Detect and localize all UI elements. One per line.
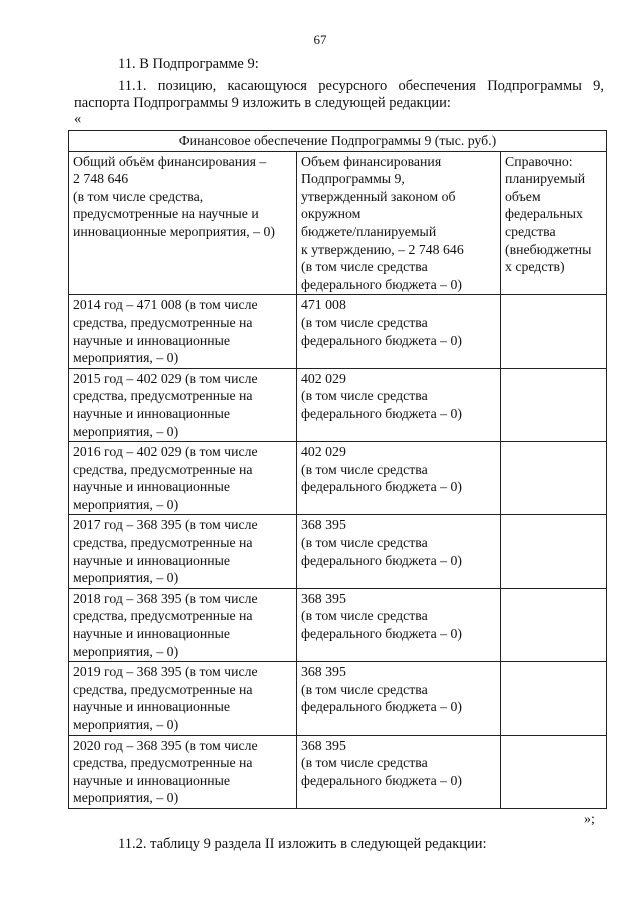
table-row <box>69 442 607 515</box>
year-approved-cell: 368 395 (в том числе средства федерального бюджета – 0) <box>297 662 501 735</box>
table-row <box>69 662 607 735</box>
approved-financing-cell: Объем финансирования Подпрограммы 9, утвержденный законом об окружном бюджете/планируемый к утверждению, – 2 748 646 (в том числе средства федерального бюджета – 0) <box>297 151 501 295</box>
opening-quote: « <box>74 111 82 127</box>
year-approved-cell: 402 029 (в том числе средства федерального бюджета – 0) <box>297 368 501 441</box>
table-row <box>69 295 607 368</box>
table-row <box>69 515 607 588</box>
year-reference-cell <box>501 735 607 808</box>
year-approved-cell: 368 395 (в том числе средства федерального бюджета – 0) <box>297 735 501 808</box>
table-header-row <box>69 131 607 152</box>
next-item-paragraph: 11.2. таблицу 9 раздела II изложить в следующей редакции: <box>118 836 487 852</box>
year-approved-cell: 402 029 (в том числе средства федерального бюджета – 0) <box>297 442 501 515</box>
table-row <box>69 368 607 441</box>
closing-quote: »; <box>584 812 595 827</box>
table-row <box>69 735 607 808</box>
paragraph-line: паспорта Подпрограммы 9 изложить в следующей редакции: <box>74 95 451 111</box>
year-approved-cell: 368 395 (в том числе средства федерального бюджета – 0) <box>297 588 501 661</box>
year-total-cell: 2016 год – 402 029 (в том числе средства, предусмотренные на научные и инновационные мероприятия, – 0) <box>69 442 297 515</box>
year-reference-cell <box>501 515 607 588</box>
year-total-cell: 2019 год – 368 395 (в том числе средства, предусмотренные на научные и инновационные мероприятия, – 0) <box>69 662 297 735</box>
page-number: 67 <box>313 32 327 47</box>
table-row <box>69 151 607 295</box>
paragraph-line: 11.1. позицию, касающуюся ресурсного обеспечения Подпрограммы 9, <box>118 78 604 94</box>
total-financing-cell: Общий объём финансирования – 2 748 646 (в том числе средства, предусмотренные на научные и инновационные мероприятия, – 0) <box>69 151 297 295</box>
year-reference-cell <box>501 588 607 661</box>
year-total-cell: 2018 год – 368 395 (в том числе средства, предусмотренные на научные и инновационные мероприятия, – 0) <box>69 588 297 661</box>
year-reference-cell <box>501 442 607 515</box>
year-approved-cell: 368 395 (в том числе средства федерального бюджета – 0) <box>297 515 501 588</box>
year-total-cell: 2020 год – 368 395 (в том числе средства, предусмотренные на научные и инновационные мероприятия, – 0) <box>69 735 297 808</box>
year-total-cell: 2017 год – 368 395 (в том числе средства, предусмотренные на научные и инновационные мероприятия, – 0) <box>69 515 297 588</box>
year-reference-cell <box>501 368 607 441</box>
year-approved-cell: 471 008 (в том числе средства федерального бюджета – 0) <box>297 295 501 368</box>
year-reference-cell <box>501 662 607 735</box>
section-heading: 11. В Подпрограмме 9: <box>118 56 259 72</box>
reference-cell: Справочно: планируемый объем федеральных средства (внебюджетны х средств) <box>501 151 607 295</box>
year-total-cell: 2014 год – 471 008 (в том числе средства, предусмотренные на научные и инновационные мероприятия, – 0) <box>69 295 297 368</box>
year-total-cell: 2015 год – 402 029 (в том числе средства, предусмотренные на научные и инновационные мероприятия, – 0) <box>69 368 297 441</box>
year-reference-cell <box>501 295 607 368</box>
table-header: Финансовое обеспечение Подпрограммы 9 (тыс. руб.) <box>69 131 607 152</box>
financing-table <box>68 130 607 809</box>
table-row <box>69 588 607 661</box>
